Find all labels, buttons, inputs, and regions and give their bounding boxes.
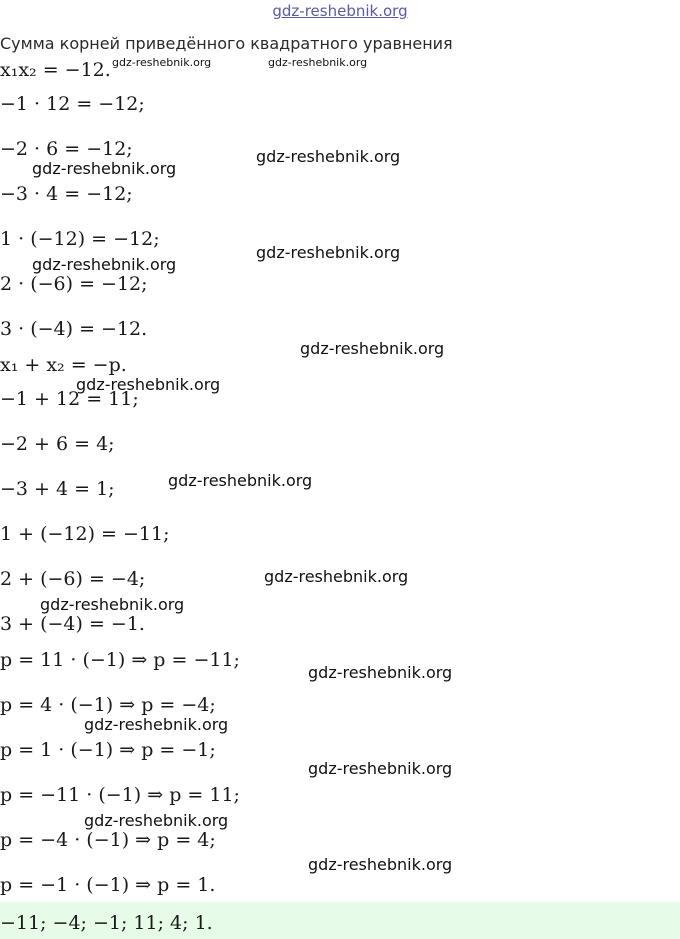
equation-line: −1 · 12 = −12; [0,93,145,115]
watermark: gdz-reshebnik.org [32,159,177,178]
equation-line: 2 + (−6) = −4; [0,568,146,590]
watermark: gdz-reshebnik.org [256,243,401,262]
watermark: gdz-reshebnik.org [112,56,212,69]
watermark: gdz-reshebnik.org [264,567,409,586]
watermark: gdz-reshebnik.org [84,811,229,830]
equation-line: x₁ + x₂ = −p. [0,354,127,376]
watermark: gdz-reshebnik.org [268,56,368,69]
watermark: gdz-reshebnik.org [76,375,221,394]
equation-line: 3 · (−4) = −12. [0,318,148,340]
watermark: gdz-reshebnik.org [168,471,313,490]
equation-line: −2 + 6 = 4; [0,433,115,455]
equation-line: x₁x₂ = −12. [0,59,111,81]
watermark: gdz-reshebnik.org [308,855,453,874]
watermark: gdz-reshebnik.org [40,595,185,614]
watermark: gdz-reshebnik.org [308,759,453,778]
watermark: gdz-reshebnik.org [84,715,229,734]
intro-text: Сумма корней приведённого квадратного уравнения [0,34,453,53]
equation-line: p = 4 · (−1) ⇒ p = −4; [0,694,216,716]
equation-line: p = −11 · (−1) ⇒ p = 11; [0,784,240,806]
equation-line: 1 + (−12) = −11; [0,523,170,545]
equation-line: 1 · (−12) = −12; [0,228,160,250]
equation-line: −2 · 6 = −12; [0,138,133,160]
watermark: gdz-reshebnik.org [256,147,401,166]
answer-text: −11; −4; −1; 11; 4; 1. [0,912,213,934]
equation-line: −3 + 4 = 1; [0,478,115,500]
watermark: gdz-reshebnik.org [32,255,177,274]
equation-line: p = 11 · (−1) ⇒ p = −11; [0,649,240,671]
equation-line: 2 · (−6) = −12; [0,273,148,295]
watermark: gdz-reshebnik.org [308,663,453,682]
equation-line: −3 · 4 = −12; [0,183,133,205]
site-link[interactable]: gdz-reshebnik.org [272,2,408,20]
equation-line: p = 1 · (−1) ⇒ p = −1; [0,739,216,761]
equation-line: p = −4 · (−1) ⇒ p = 4; [0,829,216,851]
equation-line: 3 + (−4) = −1. [0,613,145,635]
equation-line: p = −1 · (−1) ⇒ p = 1. [0,874,216,896]
watermark: gdz-reshebnik.org [300,339,445,358]
equation-line: −1 + 12 = 11; [0,388,139,410]
